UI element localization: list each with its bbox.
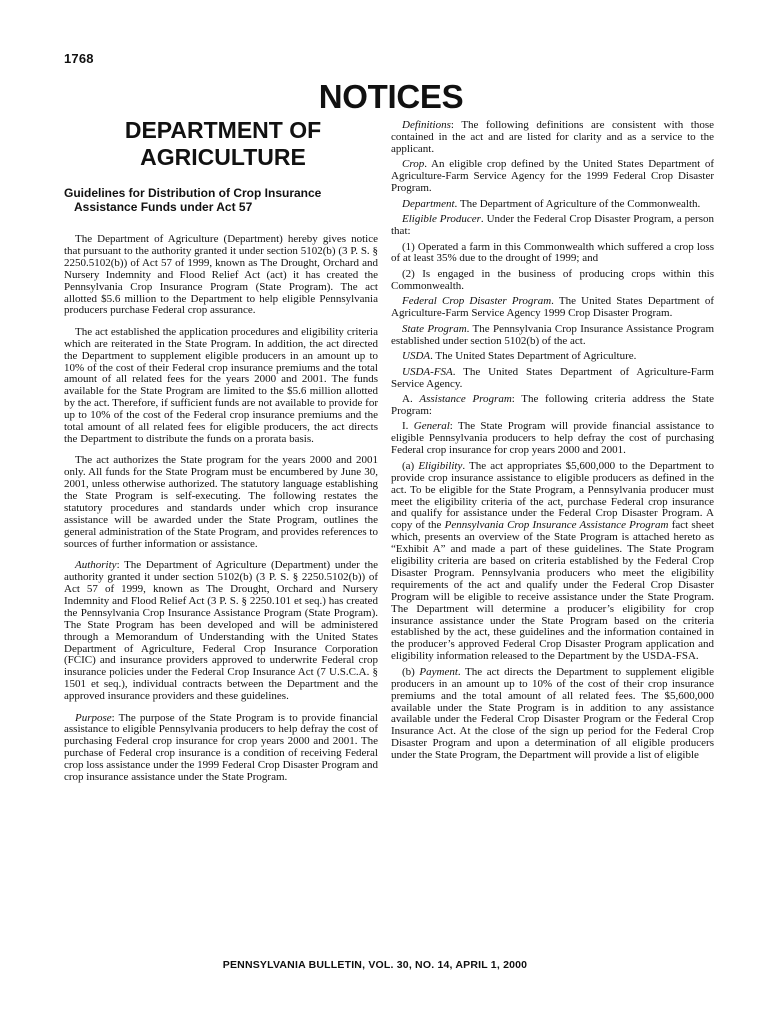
eligibility-label: Eligibility — [418, 459, 463, 472]
eligibility-prefix: (a) — [402, 459, 419, 472]
producer-criterion-2: (2) Is engaged in the business of producing crops within this Commonwealth. — [391, 267, 714, 292]
crop-definition — [391, 159, 714, 195]
usda-label: USDA — [402, 350, 431, 363]
general-text: : The State Program will provide financial assistance to eligible Pennsylvania producers to help defray the cost of purchasing Federal crop insurance for crop years 2000 and 2001. — [391, 420, 714, 457]
fcdp-label: Federal Crop Disaster Program — [402, 295, 552, 308]
state-program-definition — [391, 324, 714, 348]
purpose-label: Purpose — [75, 711, 112, 724]
payment-prefix: (b) — [402, 665, 420, 678]
authority-text: : The Department of Agriculture (Department) under the authority granted it under section 5102(b) (3 P. S. § 2250.5102(b)) of Act 57 of 1999, known as The Drought, Orchard and Nursery Indemnity and Flood Relief Act (3 P. S. § 2250.101 et seq.) has created the Pennsylvania Crop Insurance Assistance Program (State Program). The State Program has been developed and will be administered through a Memorandum of Understanding with the United States Department of Agriculture, Federal Crop Insurance Corporation (FCIC) and insurance providers approved to underwrite Federal crop insurance policies under the Federal Crop Insurance Act (7 U.S.C.A. § 1501 et seq.), individual contracts between the Department and the approved insurance providers and these guidelines. — [64, 559, 378, 703]
definitions-paragraph — [391, 120, 714, 156]
usda-fsa-label: USDA-FSA — [402, 365, 453, 378]
authority-paragraph — [64, 560, 378, 703]
right-column — [391, 120, 714, 766]
state-program-label: State Program — [402, 322, 467, 335]
purpose-paragraph — [64, 713, 378, 784]
assistance-label: Assistance Program — [419, 393, 512, 406]
eligibility-paragraph — [391, 461, 714, 663]
fcdp-text: . The United States Department of Agriculture-Farm Service Agency 1999 Crop Disaster Program. — [391, 295, 714, 320]
assistance-program-paragraph — [391, 394, 714, 418]
payment-label: Payment — [419, 665, 458, 678]
usda-fsa-text: . The United States Department of Agriculture-Farm Service Agency. — [391, 365, 714, 390]
definitions-label: Definitions — [402, 119, 451, 131]
producer-criterion-1: (1) Operated a farm in this Commonwealth which suffered a crop loss of at least 35% due to the drought of 1999; and — [391, 240, 714, 265]
left-column — [64, 117, 378, 793]
department-label: Department — [402, 197, 455, 210]
department-title: DEPARTMENT OF AGRICULTURE — [124, 117, 322, 170]
department-text: . The Department of Agriculture of the Commonwealth. — [454, 197, 701, 210]
procedures-paragraph: The act established the application procedures and eligibility criteria which are reiterated in the State Program. In addition, the act directed the Department to supplement eligible producers in an amount up to 10% of the cost of their Federal crop insurance premiums and the total amount of all related fees for the years 2000 and 2001. The funds available for the State Program are limited to the $5.6 million allotted by the act. Therefore, if sufficient funds are not available to provide for up to 10% of the cost of the Federal crop insurance premiums and the total amount of all related fees for eligible producers, the act directs the Department to distribute the funds on a prorata basis. — [64, 325, 378, 445]
payment-paragraph — [391, 667, 714, 762]
usda-text: . The United States Department of Agriculture. — [430, 350, 637, 363]
usda-definition — [391, 351, 714, 363]
state-program-text: . The Pennsylvania Crop Insurance Assistance Program established under section 5102(b) of the act. — [391, 322, 714, 347]
general-label: General — [413, 420, 450, 433]
definitions-text: : The following definitions are consistent with those contained in the act and are listed for clarity and as a service to the applicant. — [391, 119, 714, 155]
authority-label: Authority — [75, 559, 117, 572]
page-number: 1768 — [64, 51, 94, 66]
crop-text: . An eligible crop defined by the United States Department of Agriculture-Farm Service Agency for the 1999 Federal Crop Disaster Program. — [391, 158, 714, 195]
eligibility-text-2: fact sheet which, presents an overview of the State Program is attached hereto as “Exhibit A” and made a part of these guidelines. The State Program eligibility criteria are based on criteria established by the Federal Crop Disaster Program. Pennsylvania producers who meet the eligibility requirements of the act and qualify under the Federal Crop Disaster Program will be eligible to receive assistance under the State Program. The Department will determine a producer’s eligibility for crop insurance assistance under the State Program based on the criteria established by the act, these guidelines and the information contained in the producer’s approved Federal Crop Disaster Program application and eligibility information released to the Department by the USDA-FSA. — [391, 519, 715, 663]
general-prefix: I. — [402, 420, 414, 433]
guidelines-heading: Guidelines for Distribution of Crop Insurance Assistance Funds under Act 57 — [64, 186, 322, 214]
eligible-producer-definition — [391, 214, 714, 238]
authorization-paragraph: The act authorizes the State program for the years 2000 and 2001 only. All funds for the State Program must be encumbered by June 30, 2001, unless otherwise authorized. The statutory language establishing the State Program is self-executing. The following restates the statutory procedures and standards under which crop insurance assistance will be awarded under the State Program, outlines the general administration of the State Program, and provides references to sources of further information or assistance. — [64, 454, 378, 550]
eligibility-text-1: . The act appropriates $5,600,000 to the Department to provide crop insurance assistance to eligible producers as defined in the act. To be eligible for the State Program, a Pennsylvania producer must meet the eligibility criteria of the act, purchase Federal crop insurance and qualify for assistance under the Federal Crop Disaster Program. A copy of the — [391, 459, 714, 532]
assistance-text: : The following criteria address the State Program: — [391, 393, 714, 417]
payment-text: . The act directs the Department to supplement eligible producers in an amount up to 10% of the cost of their crop insurance premiums and the total amount of all related fees. The $5,600,000 available under the State Program is in addition to any assistance available under the Federal Crop Disaster Program or the Federal Crop Insurance Act. At the close of the sign up period for the Federal Crop Disaster Program and upon a determination of all eligible producers under the State Program, the Department will provide a list of eligible — [391, 665, 715, 762]
eligible-producer-text: . Under the Federal Crop Disaster Program, a person that: — [391, 213, 714, 238]
eligible-producer-label: Eligible Producer — [402, 213, 481, 226]
crop-label: Crop — [402, 158, 425, 171]
usda-fsa-definition — [391, 367, 714, 391]
general-paragraph — [391, 421, 714, 457]
assistance-prefix: A. — [402, 393, 420, 406]
fact-sheet-title: Pennsylvania Crop Insurance Assistance Program — [444, 519, 669, 532]
purpose-text: : The purpose of the State Program is to provide financial assistance to eligible Pennsylvania producers to help defray the cost of purchasing Federal crop insurance for crop years 2000 and 2001. The purchase of Federal crop insurance is a condition of receiving Federal crop loss assistance under the 1999 Federal Crop Disaster Program and crop insurance assistance under the State Program. — [64, 711, 378, 784]
fcdp-definition — [391, 296, 714, 320]
intro-paragraph: The Department of Agriculture (Department) hereby gives notice that pursuant to the authority granted it under section 5102(b) (3 P. S. § 2250.5102(b)) of Act 57 of 1999, known as The Drought, Orchard and Nursery Indemnity and Flood Relief Act (act) it has created the Pennsylvania Crop Insurance Program (State Program). The act allotted $5.6 million to the Department to help eligible Pennsylvania producers purchase Federal crop assurance. — [64, 233, 378, 317]
department-definition — [391, 199, 714, 211]
bulletin-footer: PENNSYLVANIA BULLETIN, VOL. 30, NO. 14, APRIL 1, 2000 — [222, 959, 528, 971]
section-title: NOTICES — [318, 78, 464, 115]
